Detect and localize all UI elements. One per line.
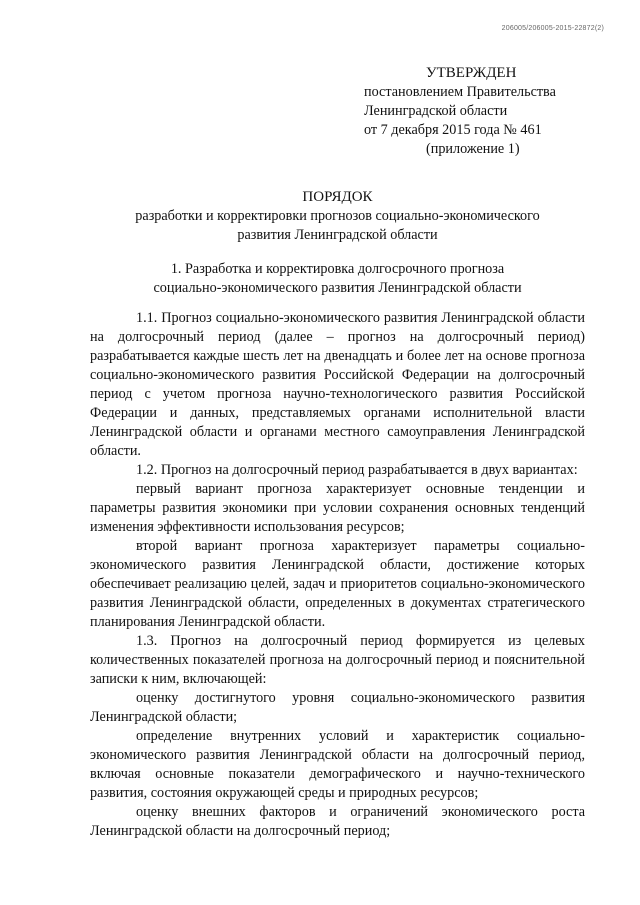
approval-date: от 7 декабря 2015 года № 461 xyxy=(364,122,542,138)
paragraph: 1.1. Прогноз социально-экономического развития Ленинградской области на долгосрочный период (далее – прогноз на долгосрочный период) разрабатывается каждые шесть лет на двенадцать и более лет на основе прогноза социально-экономического развития Российской Федерации на долгосрочный период с учетом прогноза научно-технологического развития Российской Федерации и данных, представляемых органами исполнительной власти Ленинградской области и органами местного самоуправления Ленинградской области. xyxy=(90,310,585,459)
paragraph: оценку внешних факторов и ограничений экономического роста Ленинградской области на долгосрочный период; xyxy=(90,804,585,839)
paragraph: 1.3. Прогноз на долгосрочный период формируется из целевых количественных показателей прогноза на долгосрочный период и пояснительной записки к ним, включающей: xyxy=(90,633,585,687)
paragraph: определение внутренних условий и характеристик социально-экономического развития Ленинградской области на долгосрочный период, включая основные показатели демографического и научно-технического развития, состояния окружающей среды и природных ресурсов; xyxy=(90,728,585,801)
approval-block xyxy=(364,64,604,159)
body-text xyxy=(90,309,585,841)
approval-heading: УТВЕРЖДЕН xyxy=(426,65,517,81)
title-subtitle: развития Ленинградской области xyxy=(237,227,438,243)
approval-annex: (приложение 1) xyxy=(426,141,520,157)
section-heading-line: 1. Разработка и корректировка долгосрочного прогноза xyxy=(170,261,505,277)
document-title xyxy=(90,188,585,245)
title-subtitle: разработки и корректировки прогнозов социально-экономического xyxy=(135,208,540,224)
title-main: ПОРЯДОК xyxy=(302,189,373,205)
approval-line: Ленинградской области xyxy=(364,103,508,119)
approval-line: постановлением Правительства xyxy=(364,84,556,100)
section-heading-line: социально-экономического развития Ленинградской области xyxy=(153,280,522,296)
section-heading xyxy=(90,260,585,298)
paragraph: 1.2. Прогноз на долгосрочный период разрабатывается в двух вариантах: xyxy=(136,462,578,478)
paragraph: первый вариант прогноза характеризует основные тенденции и параметры развития экономики при условии сохранения основных тенденций изменения эффективности использования ресурсов; xyxy=(90,481,585,535)
paragraph: второй вариант прогноза характеризует параметры социально-экономического развития Ленинградской области, достижение которых обеспечивает реализацию целей, задач и приоритетов социально-экономического развития Ленинградской области, определенных в документах стратегического планирования Ленинградской области. xyxy=(90,538,585,630)
paragraph: оценку достигнутого уровня социально-экономического развития Ленинградской области; xyxy=(90,690,585,725)
registration-stamp: 206005/206005-2015-22872(2) xyxy=(501,25,604,32)
